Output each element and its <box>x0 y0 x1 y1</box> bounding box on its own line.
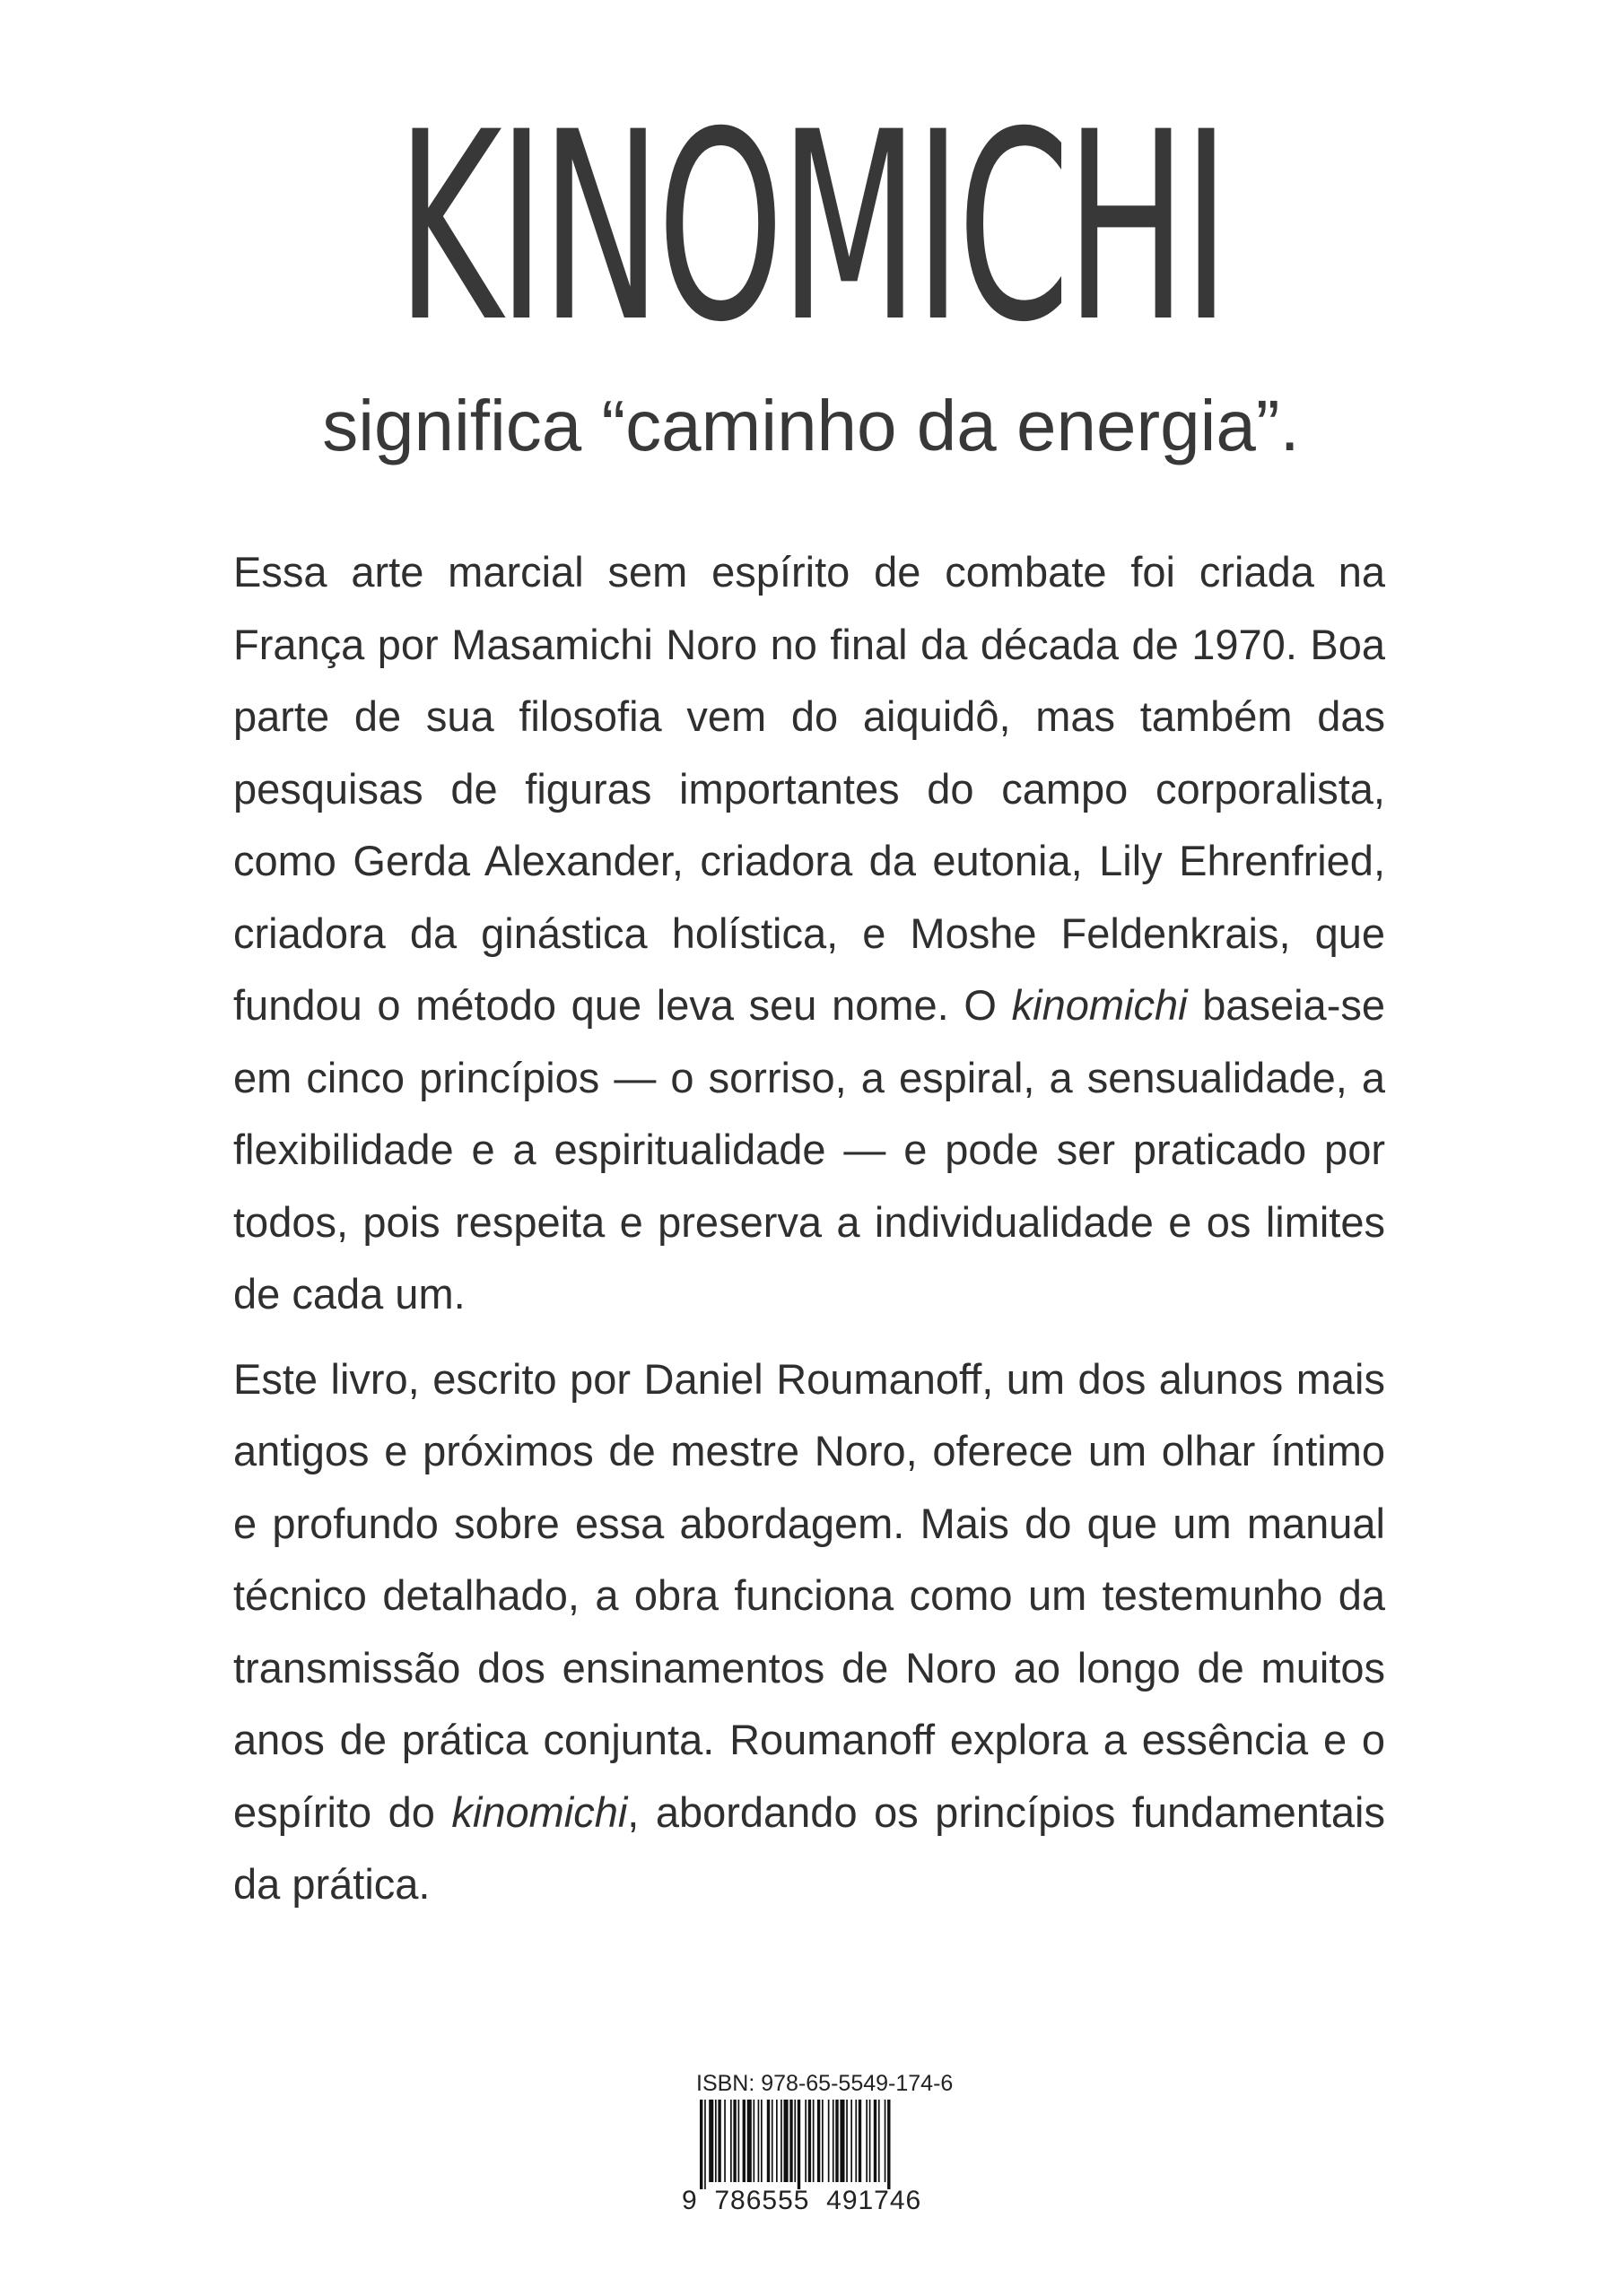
blurb-paragraph-1 <box>233 536 1385 1331</box>
cover-subtitle: significa “caminho da energia”. <box>322 386 1300 465</box>
blurb-paragraph-2 <box>233 1344 1385 1921</box>
isbn-barcode <box>646 2058 958 2220</box>
p2-text-a: Este livro, escrito por Daniel Roumanoff, um dos alunos mais antigos e próximos de mestre Noro, oferece um olhar íntimo e profundo sobre essa abordagem. Mais do que um manual técnico detalhado, a obra funciona como um testemunho da transmissão dos ensinamentos de Noro ao longo de muitos anos de prática conjunta. Roumanoff explora a essência e o espírito do <box>233 1354 1385 1836</box>
cover-title: KINOMICHI <box>396 77 1226 379</box>
barcode-bars-icon <box>700 2100 951 2189</box>
barcode-digits: 9 786555 491746 <box>682 2186 922 2215</box>
p2-italic-term: kinomichi <box>451 1787 628 1836</box>
p1-text-a: Essa arte marcial sem espírito de combate foi criada na França por Masamichi Noro no final da década de 1970. Boa parte de sua filosofia vem do aiquidô, mas também das pesquisas de figuras importantes do campo corporalista, como Gerda Alexander, criadora da eutonia, Lily Ehrenfried, criadora da ginástica holística, e Moshe Feldenkrais, que fundou o método que leva seu nome. O <box>233 548 1385 1029</box>
isbn-label: ISBN: 978-65-5549-174-6 <box>696 2071 954 2096</box>
p1-italic-term: kinomichi <box>1011 981 1188 1029</box>
blurb-text <box>233 536 1385 1921</box>
p2-text-b: , abordando os princípios fundamentais da prática. <box>233 1787 1385 1908</box>
p1-text-b: baseia-se em cinco princípios — o sorriso, a espiral, a sensualidade, a flexibilidade e a espiritualidade — e pode ser praticado por todos, pois respeita e preserva a individualidade e os limites de cada um. <box>233 981 1385 1318</box>
